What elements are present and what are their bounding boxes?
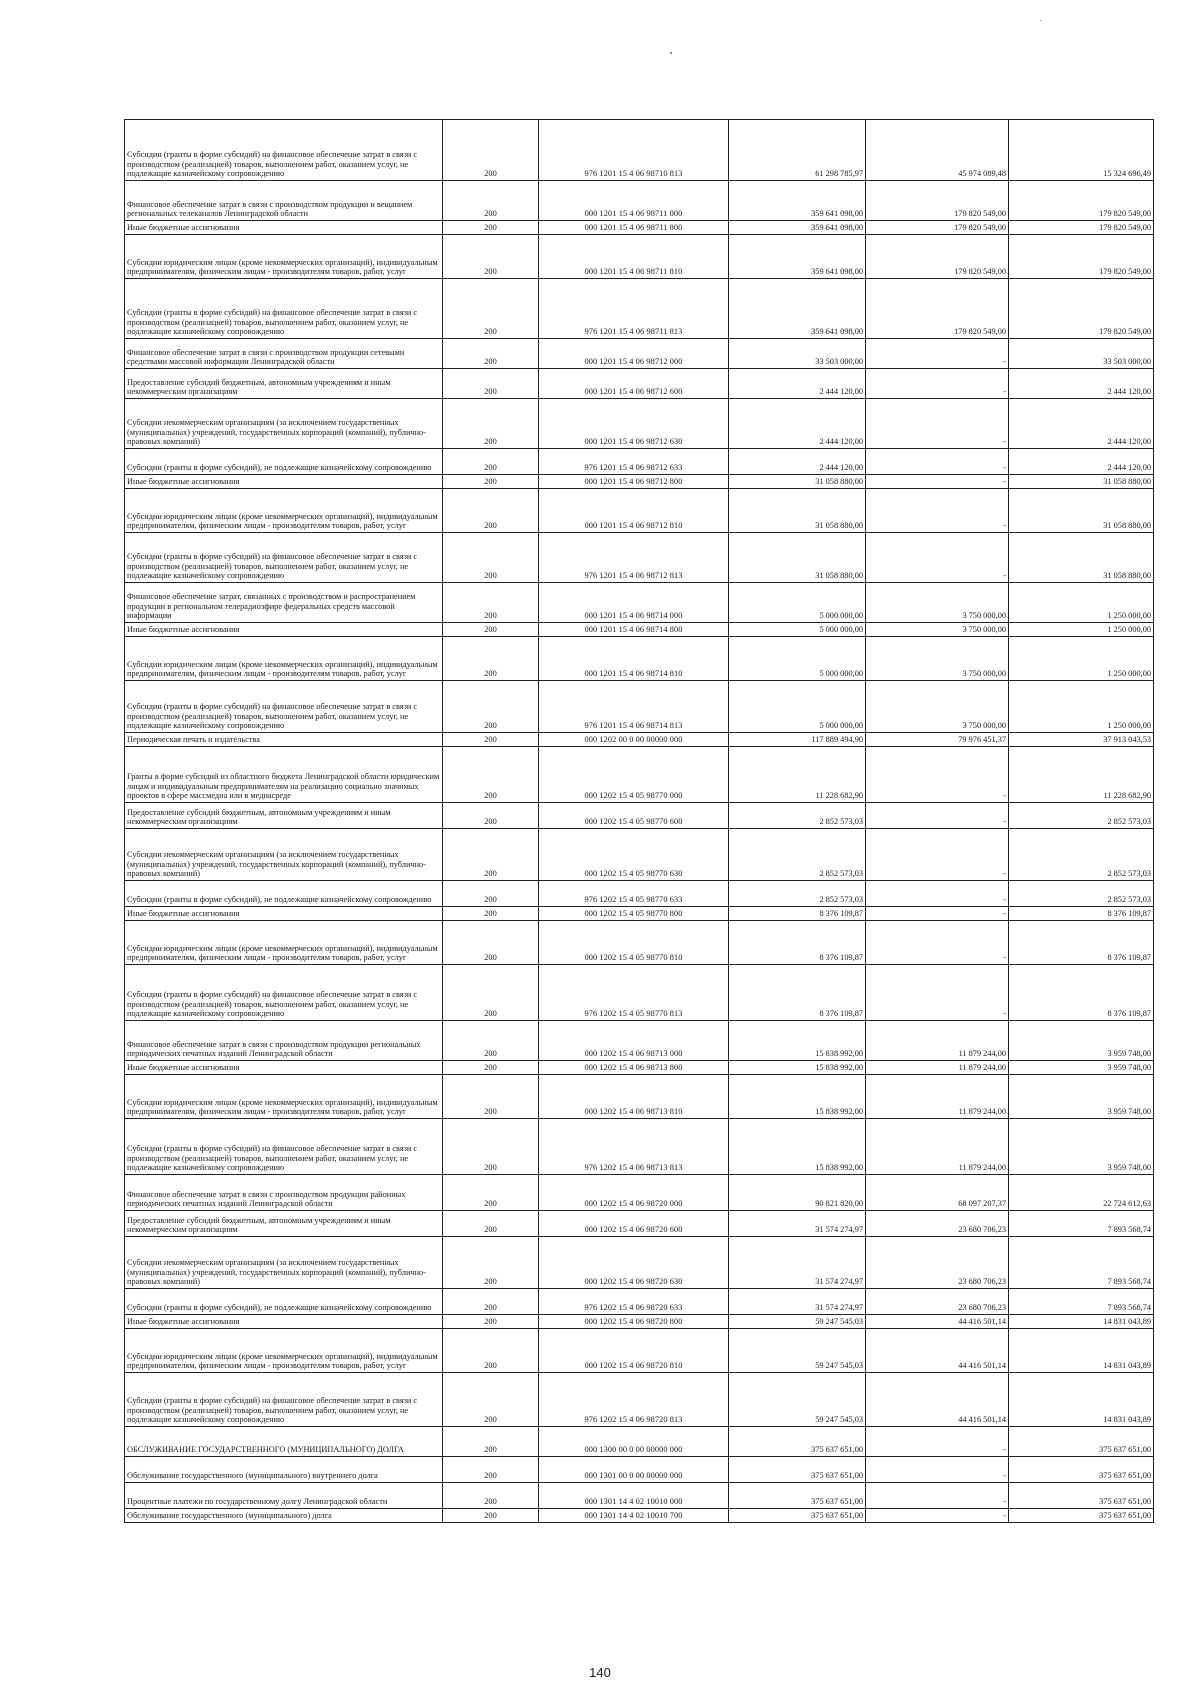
row-planned-cell: 31 574 274,97 xyxy=(729,1289,866,1315)
row-executed-cell: - xyxy=(866,803,1009,829)
row-name-cell: Иные бюджетные ассигнования xyxy=(125,1061,443,1075)
row-code-cell: 200 xyxy=(443,1175,539,1211)
row-planned-cell: 15 838 992,00 xyxy=(729,1021,866,1061)
row-executed-cell: - xyxy=(866,369,1009,399)
row-kbk-cell: 976 1202 15 4 06 98720 813 xyxy=(539,1373,729,1427)
table-row xyxy=(125,1509,1154,1523)
row-executed-cell: - xyxy=(866,449,1009,475)
row-executed-cell: 68 097 207,37 xyxy=(866,1175,1009,1211)
row-executed-cell: - xyxy=(866,1509,1009,1523)
row-kbk-cell: 000 1300 00 0 00 00000 000 xyxy=(539,1427,729,1457)
row-name-cell: Субсидии (гранты в форме субсидий), не подлежащие казначейскому сопровождению xyxy=(125,881,443,907)
row-planned-cell: 90 821 820,00 xyxy=(729,1175,866,1211)
table-row xyxy=(125,803,1154,829)
row-planned-cell: 359 641 098,00 xyxy=(729,279,866,339)
row-executed-cell: 3 750 000,00 xyxy=(866,623,1009,637)
row-remaining-cell: 14 831 043,89 xyxy=(1009,1373,1154,1427)
table-row xyxy=(125,221,1154,235)
row-planned-cell: 31 574 274,97 xyxy=(729,1237,866,1289)
row-kbk-cell: 976 1201 15 4 06 98712 633 xyxy=(539,449,729,475)
row-kbk-cell: 000 1202 15 4 06 98720 000 xyxy=(539,1175,729,1211)
row-code-cell: 200 xyxy=(443,907,539,921)
row-kbk-cell: 000 1201 15 4 06 98711 000 xyxy=(539,181,729,221)
row-code-cell: 200 xyxy=(443,1061,539,1075)
row-name-cell: Субсидии (гранты в форме субсидий), не подлежащие казначейскому сопровождению xyxy=(125,449,443,475)
row-remaining-cell: 37 913 043,53 xyxy=(1009,733,1154,747)
row-executed-cell: - xyxy=(866,907,1009,921)
row-kbk-cell: 000 1201 15 4 06 98712 630 xyxy=(539,399,729,449)
table-row xyxy=(125,681,1154,733)
row-kbk-cell: 000 1201 15 4 06 98714 000 xyxy=(539,583,729,623)
table-row xyxy=(125,235,1154,279)
row-name-cell: Субсидии юридическим лицам (кроме некоммерческих организаций), индивидуальным предпринимателям, физическим лицам - производителям товаров, работ, услуг xyxy=(125,1329,443,1373)
row-name-cell: Субсидии (гранты в форме субсидий), не подлежащие казначейскому сопровождению xyxy=(125,1289,443,1315)
row-name-cell: Иные бюджетные ассигнования xyxy=(125,1315,443,1329)
row-remaining-cell: 11 228 682,90 xyxy=(1009,747,1154,803)
row-code-cell: 200 xyxy=(443,881,539,907)
row-planned-cell: 5 000 000,00 xyxy=(729,583,866,623)
table-row xyxy=(125,583,1154,623)
row-remaining-cell: 2 852 573,03 xyxy=(1009,881,1154,907)
table-row xyxy=(125,120,1154,181)
row-planned-cell: 59 247 545,03 xyxy=(729,1329,866,1373)
row-name-cell: Иные бюджетные ассигнования xyxy=(125,475,443,489)
row-code-cell: 200 xyxy=(443,1021,539,1061)
row-kbk-cell: 976 1202 15 4 05 98770 813 xyxy=(539,965,729,1021)
table-row xyxy=(125,881,1154,907)
row-executed-cell: 79 976 451,37 xyxy=(866,733,1009,747)
table-row xyxy=(125,907,1154,921)
row-kbk-cell: 000 1301 14 4 02 10010 700 xyxy=(539,1509,729,1523)
row-remaining-cell: 2 444 120,00 xyxy=(1009,369,1154,399)
row-code-cell: 200 xyxy=(443,965,539,1021)
row-remaining-cell: 7 893 568,74 xyxy=(1009,1237,1154,1289)
row-name-cell: Субсидии некоммерческим организациям (за исключением государственных (муниципальных) учреждений, государственных корпораций (компаний), публично-правовых компаний) xyxy=(125,399,443,449)
table-row xyxy=(125,965,1154,1021)
row-kbk-cell: 000 1301 00 0 00 00000 000 xyxy=(539,1457,729,1483)
row-executed-cell: - xyxy=(866,965,1009,1021)
row-planned-cell: 31 574 274,97 xyxy=(729,1211,866,1237)
row-code-cell: 200 xyxy=(443,339,539,369)
row-remaining-cell: 179 820 549,00 xyxy=(1009,235,1154,279)
row-remaining-cell: 1 250 000,00 xyxy=(1009,637,1154,681)
row-remaining-cell: 22 724 612,63 xyxy=(1009,1175,1154,1211)
scan-speck xyxy=(1040,20,1041,21)
row-code-cell: 200 xyxy=(443,803,539,829)
table-row xyxy=(125,181,1154,221)
row-executed-cell: 11 879 244,00 xyxy=(866,1061,1009,1075)
row-name-cell: ОБСЛУЖИВАНИЕ ГОСУДАРСТВЕННОГО (МУНИЦИПАЛЬНОГО) ДОЛГА xyxy=(125,1427,443,1457)
scan-speck xyxy=(670,52,672,54)
row-kbk-cell: 000 1201 15 4 06 98712 810 xyxy=(539,489,729,533)
row-executed-cell: - xyxy=(866,829,1009,881)
table-row xyxy=(125,475,1154,489)
row-code-cell: 200 xyxy=(443,235,539,279)
row-name-cell: Периодическая печать и издательства xyxy=(125,733,443,747)
row-remaining-cell: 1 250 000,00 xyxy=(1009,681,1154,733)
row-remaining-cell: 8 376 109,87 xyxy=(1009,907,1154,921)
row-name-cell: Субсидии (гранты в форме субсидий) на финансовое обеспечение затрат в связи с производством (реализацией) товаров, выполнением работ, оказанием услуг, не подлежащие казначейскому сопровождению xyxy=(125,1373,443,1427)
row-planned-cell: 359 641 098,00 xyxy=(729,181,866,221)
row-remaining-cell: 3 959 748,00 xyxy=(1009,1061,1154,1075)
row-remaining-cell: 179 820 549,00 xyxy=(1009,221,1154,235)
row-code-cell: 200 xyxy=(443,1427,539,1457)
table-row xyxy=(125,1483,1154,1509)
row-executed-cell: - xyxy=(866,475,1009,489)
row-remaining-cell: 375 637 651,00 xyxy=(1009,1457,1154,1483)
row-name-cell: Субсидии некоммерческим организациям (за исключением государственных (муниципальных) учреждений, государственных корпораций (компаний), публично-правовых компаний) xyxy=(125,1237,443,1289)
row-name-cell: Субсидии юридическим лицам (кроме некоммерческих организаций), индивидуальным предпринимателям, физическим лицам - производителям товаров, работ, услуг xyxy=(125,921,443,965)
row-kbk-cell: 000 1202 15 4 06 98713 800 xyxy=(539,1061,729,1075)
row-name-cell: Иные бюджетные ассигнования xyxy=(125,623,443,637)
row-planned-cell: 31 058 880,00 xyxy=(729,475,866,489)
row-kbk-cell: 000 1202 15 4 06 98713 000 xyxy=(539,1021,729,1061)
row-code-cell: 200 xyxy=(443,1329,539,1373)
row-code-cell: 200 xyxy=(443,747,539,803)
row-kbk-cell: 000 1202 15 4 06 98720 810 xyxy=(539,1329,729,1373)
row-remaining-cell: 1 250 000,00 xyxy=(1009,623,1154,637)
row-executed-cell: 179 820 549,00 xyxy=(866,181,1009,221)
row-planned-cell: 359 641 098,00 xyxy=(729,221,866,235)
row-executed-cell: 45 974 089,48 xyxy=(866,120,1009,181)
table-row xyxy=(125,829,1154,881)
row-planned-cell: 117 889 494,90 xyxy=(729,733,866,747)
row-remaining-cell: 375 637 651,00 xyxy=(1009,1427,1154,1457)
row-remaining-cell: 31 058 880,00 xyxy=(1009,475,1154,489)
row-kbk-cell: 000 1201 15 4 06 98714 800 xyxy=(539,623,729,637)
row-remaining-cell: 1 250 000,00 xyxy=(1009,583,1154,623)
row-executed-cell: - xyxy=(866,399,1009,449)
row-code-cell: 200 xyxy=(443,533,539,583)
row-remaining-cell: 33 503 000,00 xyxy=(1009,339,1154,369)
row-code-cell: 200 xyxy=(443,1119,539,1175)
row-kbk-cell: 000 1202 00 0 00 00000 000 xyxy=(539,733,729,747)
page-number: 140 xyxy=(589,1665,611,1680)
row-kbk-cell: 000 1201 15 4 06 98711 810 xyxy=(539,235,729,279)
row-planned-cell: 359 641 098,00 xyxy=(729,235,866,279)
row-code-cell: 200 xyxy=(443,489,539,533)
row-executed-cell: 3 750 000,00 xyxy=(866,681,1009,733)
row-code-cell: 200 xyxy=(443,1237,539,1289)
row-executed-cell: 11 879 244,00 xyxy=(866,1075,1009,1119)
row-kbk-cell: 976 1201 15 4 06 98714 813 xyxy=(539,681,729,733)
row-name-cell: Субсидии некоммерческим организациям (за исключением государственных (муниципальных) учреждений, государственных корпораций (компаний), публично-правовых компаний) xyxy=(125,829,443,881)
row-kbk-cell: 000 1202 15 4 06 98720 630 xyxy=(539,1237,729,1289)
row-code-cell: 200 xyxy=(443,399,539,449)
table-row xyxy=(125,1211,1154,1237)
row-kbk-cell: 000 1202 15 4 05 98770 000 xyxy=(539,747,729,803)
row-code-cell: 200 xyxy=(443,1315,539,1329)
row-planned-cell: 5 000 000,00 xyxy=(729,623,866,637)
row-planned-cell: 31 058 880,00 xyxy=(729,489,866,533)
row-name-cell: Субсидии юридическим лицам (кроме некоммерческих организаций), индивидуальным предпринимателям, физическим лицам - производителям товаров, работ, услуг xyxy=(125,489,443,533)
row-kbk-cell: 000 1201 15 4 06 98712 600 xyxy=(539,369,729,399)
row-code-cell: 200 xyxy=(443,623,539,637)
row-remaining-cell: 8 376 109,87 xyxy=(1009,965,1154,1021)
row-kbk-cell: 000 1202 15 4 05 98770 800 xyxy=(539,907,729,921)
row-name-cell: Предоставление субсидий бюджетным, автономным учреждениям и иным некоммерческим организациям xyxy=(125,1211,443,1237)
row-kbk-cell: 976 1201 15 4 06 98710 813 xyxy=(539,120,729,181)
row-planned-cell: 2 444 120,00 xyxy=(729,369,866,399)
table-row xyxy=(125,1061,1154,1075)
row-name-cell: Иные бюджетные ассигнования xyxy=(125,907,443,921)
row-executed-cell: - xyxy=(866,1457,1009,1483)
row-planned-cell: 5 000 000,00 xyxy=(729,637,866,681)
row-planned-cell: 59 247 545,03 xyxy=(729,1373,866,1427)
row-name-cell: Субсидии (гранты в форме субсидий) на финансовое обеспечение затрат в связи с производством (реализацией) товаров, выполнением работ, оказанием услуг, не подлежащие казначейскому сопровождению xyxy=(125,533,443,583)
row-code-cell: 200 xyxy=(443,279,539,339)
row-executed-cell: 44 416 501,14 xyxy=(866,1329,1009,1373)
row-kbk-cell: 976 1202 15 4 06 98713 813 xyxy=(539,1119,729,1175)
table-row xyxy=(125,921,1154,965)
row-planned-cell: 375 637 651,00 xyxy=(729,1483,866,1509)
row-code-cell: 200 xyxy=(443,921,539,965)
row-kbk-cell: 000 1201 15 4 06 98712 800 xyxy=(539,475,729,489)
table-row xyxy=(125,733,1154,747)
row-planned-cell: 61 298 785,97 xyxy=(729,120,866,181)
row-name-cell: Субсидии (гранты в форме субсидий) на финансовое обеспечение затрат в связи с производством (реализацией) товаров, выполнением работ, оказанием услуг, не подлежащие казначейскому сопровождению xyxy=(125,120,443,181)
row-kbk-cell: 000 1202 15 4 06 98720 800 xyxy=(539,1315,729,1329)
table-row xyxy=(125,1457,1154,1483)
row-planned-cell: 15 838 992,00 xyxy=(729,1075,866,1119)
row-name-cell: Финансовое обеспечение затрат в связи с производством продукции сетевыми средствами массовой информации Ленинградской области xyxy=(125,339,443,369)
row-kbk-cell: 000 1301 14 4 02 10010 000 xyxy=(539,1483,729,1509)
row-remaining-cell: 3 959 748,00 xyxy=(1009,1075,1154,1119)
table-row xyxy=(125,1175,1154,1211)
row-name-cell: Финансовое обеспечение затрат в связи с производством продукции районных периодических печатных изданий Ленинградской области xyxy=(125,1175,443,1211)
row-name-cell: Субсидии юридическим лицам (кроме некоммерческих организаций), индивидуальным предпринимателям, физическим лицам - производителям товаров, работ, услуг xyxy=(125,637,443,681)
row-planned-cell: 375 637 651,00 xyxy=(729,1427,866,1457)
row-executed-cell: - xyxy=(866,339,1009,369)
row-code-cell: 200 xyxy=(443,475,539,489)
row-name-cell: Финансовое обеспечение затрат, связанных с производством и распространением продукции в региональном телерадиоэфире федеральных средств массовой информации xyxy=(125,583,443,623)
row-kbk-cell: 976 1202 15 4 06 98720 633 xyxy=(539,1289,729,1315)
row-kbk-cell: 976 1201 15 4 06 98711 813 xyxy=(539,279,729,339)
row-name-cell: Гранты в форме субсидий из областного бюджета Ленинградской области юридическим лицам и индивидуальным предпринимателям на реализацию социально значимых проектов в сфере массмедиа или в медиасреде xyxy=(125,747,443,803)
row-planned-cell: 31 058 880,00 xyxy=(729,533,866,583)
row-kbk-cell: 000 1202 15 4 05 98770 630 xyxy=(539,829,729,881)
row-code-cell: 200 xyxy=(443,733,539,747)
table-row xyxy=(125,1427,1154,1457)
row-name-cell: Субсидии (гранты в форме субсидий) на финансовое обеспечение затрат в связи с производством (реализацией) товаров, выполнением работ, оказанием услуг, не подлежащие казначейскому сопровождению xyxy=(125,965,443,1021)
row-code-cell: 200 xyxy=(443,637,539,681)
table-row xyxy=(125,747,1154,803)
row-remaining-cell: 14 831 043,89 xyxy=(1009,1329,1154,1373)
row-name-cell: Процентные платежи по государственному долгу Ленинградской области xyxy=(125,1483,443,1509)
row-executed-cell: - xyxy=(866,921,1009,965)
table-row xyxy=(125,1237,1154,1289)
table-row xyxy=(125,1373,1154,1427)
row-executed-cell: 179 820 549,00 xyxy=(866,235,1009,279)
row-remaining-cell: 31 058 880,00 xyxy=(1009,533,1154,583)
row-remaining-cell: 14 831 043,89 xyxy=(1009,1315,1154,1329)
row-code-cell: 200 xyxy=(443,1457,539,1483)
table-row xyxy=(125,1075,1154,1119)
row-planned-cell: 33 503 000,00 xyxy=(729,339,866,369)
budget-execution-table xyxy=(124,119,1154,1523)
row-executed-cell: 179 820 549,00 xyxy=(866,279,1009,339)
row-name-cell: Финансовое обеспечение затрат в связи с производством продукции региональных периодических печатных изданий Ленинградской области xyxy=(125,1021,443,1061)
row-code-cell: 200 xyxy=(443,583,539,623)
row-executed-cell: 11 879 244,00 xyxy=(866,1021,1009,1061)
row-remaining-cell: 2 852 573,03 xyxy=(1009,829,1154,881)
row-name-cell: Субсидии (гранты в форме субсидий) на финансовое обеспечение затрат в связи с производством (реализацией) товаров, выполнением работ, оказанием услуг, не подлежащие казначейскому сопровождению xyxy=(125,279,443,339)
row-planned-cell: 2 444 120,00 xyxy=(729,449,866,475)
row-executed-cell: - xyxy=(866,747,1009,803)
budget-sheet xyxy=(124,119,1153,1523)
row-planned-cell: 8 376 109,87 xyxy=(729,921,866,965)
row-planned-cell: 375 637 651,00 xyxy=(729,1509,866,1523)
row-name-cell: Предоставление субсидий бюджетным, автономным учреждениям и иным некоммерческим организациям xyxy=(125,803,443,829)
row-remaining-cell: 179 820 549,00 xyxy=(1009,181,1154,221)
row-executed-cell: - xyxy=(866,881,1009,907)
row-name-cell: Субсидии (гранты в форме субсидий) на финансовое обеспечение затрат в связи с производством (реализацией) товаров, выполнением работ, оказанием услуг, не подлежащие казначейскому сопровождению xyxy=(125,1119,443,1175)
row-planned-cell: 11 228 682,90 xyxy=(729,747,866,803)
row-executed-cell: - xyxy=(866,1483,1009,1509)
row-name-cell: Субсидии юридическим лицам (кроме некоммерческих организаций), индивидуальным предпринимателям, физическим лицам - производителям товаров, работ, услуг xyxy=(125,1075,443,1119)
row-executed-cell: 44 416 501,14 xyxy=(866,1315,1009,1329)
row-remaining-cell: 8 376 109,87 xyxy=(1009,921,1154,965)
row-remaining-cell: 179 820 549,00 xyxy=(1009,279,1154,339)
row-remaining-cell: 2 444 120,00 xyxy=(1009,449,1154,475)
row-executed-cell: 23 680 706,23 xyxy=(866,1211,1009,1237)
row-code-cell: 200 xyxy=(443,449,539,475)
row-code-cell: 200 xyxy=(443,681,539,733)
row-planned-cell: 15 838 992,00 xyxy=(729,1119,866,1175)
row-name-cell: Субсидии юридическим лицам (кроме некоммерческих организаций), индивидуальным предпринимателям, физическим лицам - производителям товаров, работ, услуг xyxy=(125,235,443,279)
row-remaining-cell: 375 637 651,00 xyxy=(1009,1509,1154,1523)
table-row xyxy=(125,1289,1154,1315)
row-code-cell: 200 xyxy=(443,221,539,235)
table-row xyxy=(125,339,1154,369)
row-kbk-cell: 000 1202 15 4 05 98770 600 xyxy=(539,803,729,829)
row-name-cell: Обслуживание государственного (муниципального) внутреннего долга xyxy=(125,1457,443,1483)
row-code-cell: 200 xyxy=(443,1509,539,1523)
row-remaining-cell: 7 893 568,74 xyxy=(1009,1211,1154,1237)
row-code-cell: 200 xyxy=(443,120,539,181)
row-remaining-cell: 2 852 573,03 xyxy=(1009,803,1154,829)
row-remaining-cell: 375 637 651,00 xyxy=(1009,1483,1154,1509)
row-kbk-cell: 976 1202 15 4 05 98770 633 xyxy=(539,881,729,907)
row-planned-cell: 375 637 651,00 xyxy=(729,1457,866,1483)
row-kbk-cell: 000 1202 15 4 06 98720 600 xyxy=(539,1211,729,1237)
row-planned-cell: 2 444 120,00 xyxy=(729,399,866,449)
row-remaining-cell: 31 058 880,00 xyxy=(1009,489,1154,533)
row-kbk-cell: 000 1202 15 4 06 98713 810 xyxy=(539,1075,729,1119)
row-code-cell: 200 xyxy=(443,1211,539,1237)
table-row xyxy=(125,279,1154,339)
row-executed-cell: - xyxy=(866,1427,1009,1457)
row-remaining-cell: 15 324 696,49 xyxy=(1009,120,1154,181)
row-executed-cell: 23 680 706,23 xyxy=(866,1289,1009,1315)
row-remaining-cell: 7 893 568,74 xyxy=(1009,1289,1154,1315)
table-row xyxy=(125,399,1154,449)
table-row xyxy=(125,369,1154,399)
row-executed-cell: 44 416 501,14 xyxy=(866,1373,1009,1427)
row-code-cell: 200 xyxy=(443,369,539,399)
row-kbk-cell: 000 1202 15 4 05 98770 810 xyxy=(539,921,729,965)
table-row xyxy=(125,623,1154,637)
row-code-cell: 200 xyxy=(443,181,539,221)
table-row xyxy=(125,1119,1154,1175)
row-name-cell: Обслуживание государственного (муниципального) долга xyxy=(125,1509,443,1523)
row-planned-cell: 2 852 573,03 xyxy=(729,803,866,829)
row-code-cell: 200 xyxy=(443,1289,539,1315)
row-executed-cell: 23 680 706,23 xyxy=(866,1237,1009,1289)
row-planned-cell: 59 247 545,03 xyxy=(729,1315,866,1329)
table-body xyxy=(125,120,1154,1523)
row-kbk-cell: 000 1201 15 4 06 98712 000 xyxy=(539,339,729,369)
row-planned-cell: 15 838 992,00 xyxy=(729,1061,866,1075)
table-row xyxy=(125,1329,1154,1373)
table-row xyxy=(125,489,1154,533)
row-kbk-cell: 000 1201 15 4 06 98711 800 xyxy=(539,221,729,235)
row-planned-cell: 8 376 109,87 xyxy=(729,907,866,921)
row-remaining-cell: 3 959 748,00 xyxy=(1009,1021,1154,1061)
row-name-cell: Предоставление субсидий бюджетным, автономным учреждениям и иным некоммерческим организациям xyxy=(125,369,443,399)
table-row xyxy=(125,637,1154,681)
row-planned-cell: 5 000 000,00 xyxy=(729,681,866,733)
table-row xyxy=(125,1021,1154,1061)
row-planned-cell: 2 852 573,03 xyxy=(729,881,866,907)
row-executed-cell: - xyxy=(866,533,1009,583)
row-code-cell: 200 xyxy=(443,1075,539,1119)
row-name-cell: Иные бюджетные ассигнования xyxy=(125,221,443,235)
table-row xyxy=(125,449,1154,475)
table-row xyxy=(125,1315,1154,1329)
row-remaining-cell: 3 959 748,00 xyxy=(1009,1119,1154,1175)
row-executed-cell: 3 750 000,00 xyxy=(866,637,1009,681)
table-row xyxy=(125,533,1154,583)
row-executed-cell: - xyxy=(866,489,1009,533)
row-name-cell: Финансовое обеспечение затрат в связи с производством продукции и вещанием региональных телеканалов Ленинградской области xyxy=(125,181,443,221)
row-executed-cell: 179 820 549,00 xyxy=(866,221,1009,235)
row-planned-cell: 8 376 109,87 xyxy=(729,965,866,1021)
row-kbk-cell: 976 1201 15 4 06 98712 813 xyxy=(539,533,729,583)
row-code-cell: 200 xyxy=(443,829,539,881)
row-name-cell: Субсидии (гранты в форме субсидий) на финансовое обеспечение затрат в связи с производством (реализацией) товаров, выполнением работ, оказанием услуг, не подлежащие казначейскому сопровождению xyxy=(125,681,443,733)
row-planned-cell: 2 852 573,03 xyxy=(729,829,866,881)
row-kbk-cell: 000 1201 15 4 06 98714 810 xyxy=(539,637,729,681)
row-executed-cell: 11 879 244,00 xyxy=(866,1119,1009,1175)
row-code-cell: 200 xyxy=(443,1373,539,1427)
row-remaining-cell: 2 444 120,00 xyxy=(1009,399,1154,449)
row-code-cell: 200 xyxy=(443,1483,539,1509)
row-executed-cell: 3 750 000,00 xyxy=(866,583,1009,623)
